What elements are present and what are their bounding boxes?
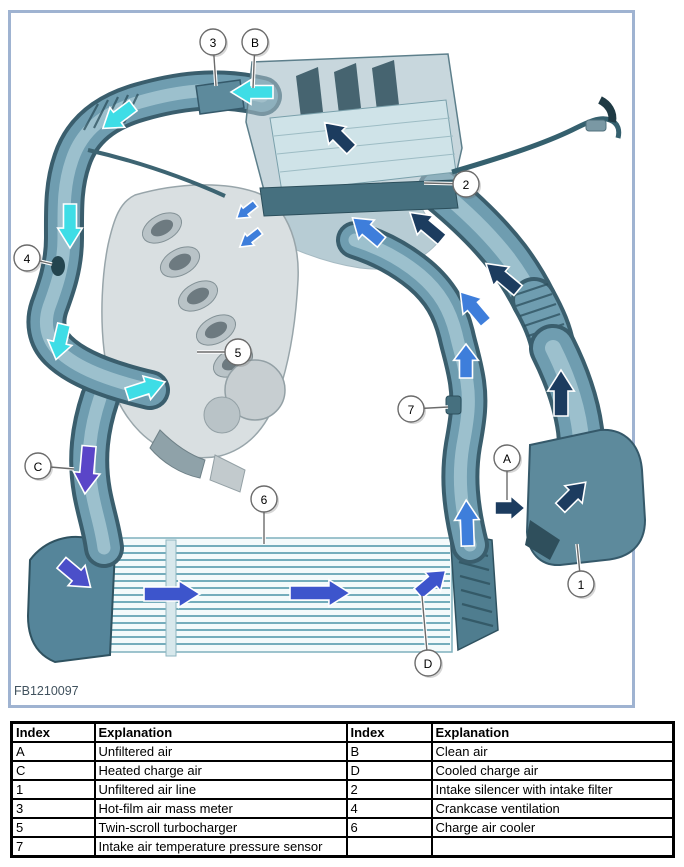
legend-cell-explanation: Charge air cooler [432,818,674,837]
legend-cell-explanation: Intake silencer with intake filter [432,780,674,799]
callout-label: 1 [577,578,585,592]
legend-row [12,742,674,761]
callout-label: D [423,657,433,671]
legend-row [12,818,674,837]
legend-row [12,799,674,818]
legend-cell-explanation: Clean air [432,742,674,761]
temperature-pressure-sensor [446,396,461,414]
figure-id: FB1210097 [14,684,79,698]
legend-row [12,837,674,857]
legend-cell-explanation: Unfiltered air line [95,780,347,799]
callout-label: 7 [407,403,415,417]
legend-header: Explanation [432,723,674,743]
callout-label: 5 [234,346,242,360]
legend-cell-index: C [12,761,95,780]
callout-label: 4 [23,252,31,266]
legend-cell-index [347,837,432,857]
callout-label: 6 [260,493,268,507]
legend-cell-explanation: Crankcase ventilation [432,799,674,818]
legend-cell-explanation: Unfiltered air [95,742,347,761]
legend-cell-explanation: Hot-film air mass meter [95,799,347,818]
legend-cell-index: 6 [347,818,432,837]
legend-cell-explanation: Heated charge air [95,761,347,780]
legend-cell-index: A [12,742,95,761]
callout-label: C [33,460,43,474]
legend-cell-index: 1 [12,780,95,799]
legend-cell-index: 5 [12,818,95,837]
legend-cell-index: 4 [347,799,432,818]
legend-cell-explanation [432,837,674,857]
air-mass-meter [196,80,244,114]
legend-header-row [12,723,674,743]
legend-row [12,761,674,780]
legend-cell-explanation: Cooled charge air [432,761,674,780]
legend-row [12,780,674,799]
crankcase-vent-port [51,256,65,276]
legend-table [10,721,675,858]
callout-label: 2 [462,178,470,192]
legend-cell-index: 3 [12,799,95,818]
callout-label: A [502,452,512,466]
callout-label: 3 [209,36,217,50]
legend-cell-explanation: Twin-scroll turbocharger [95,818,347,837]
legend-cell-index: B [347,742,432,761]
legend-header: Explanation [95,723,347,743]
legend-cell-index: 7 [12,837,95,857]
legend-cell-index: D [347,761,432,780]
callout-label: B [250,36,260,50]
legend-header: Index [12,723,95,743]
legend-cell-explanation: Intake air temperature pressure sensor [95,837,347,857]
legend-header: Index [347,723,432,743]
legend-cell-index: 2 [347,780,432,799]
